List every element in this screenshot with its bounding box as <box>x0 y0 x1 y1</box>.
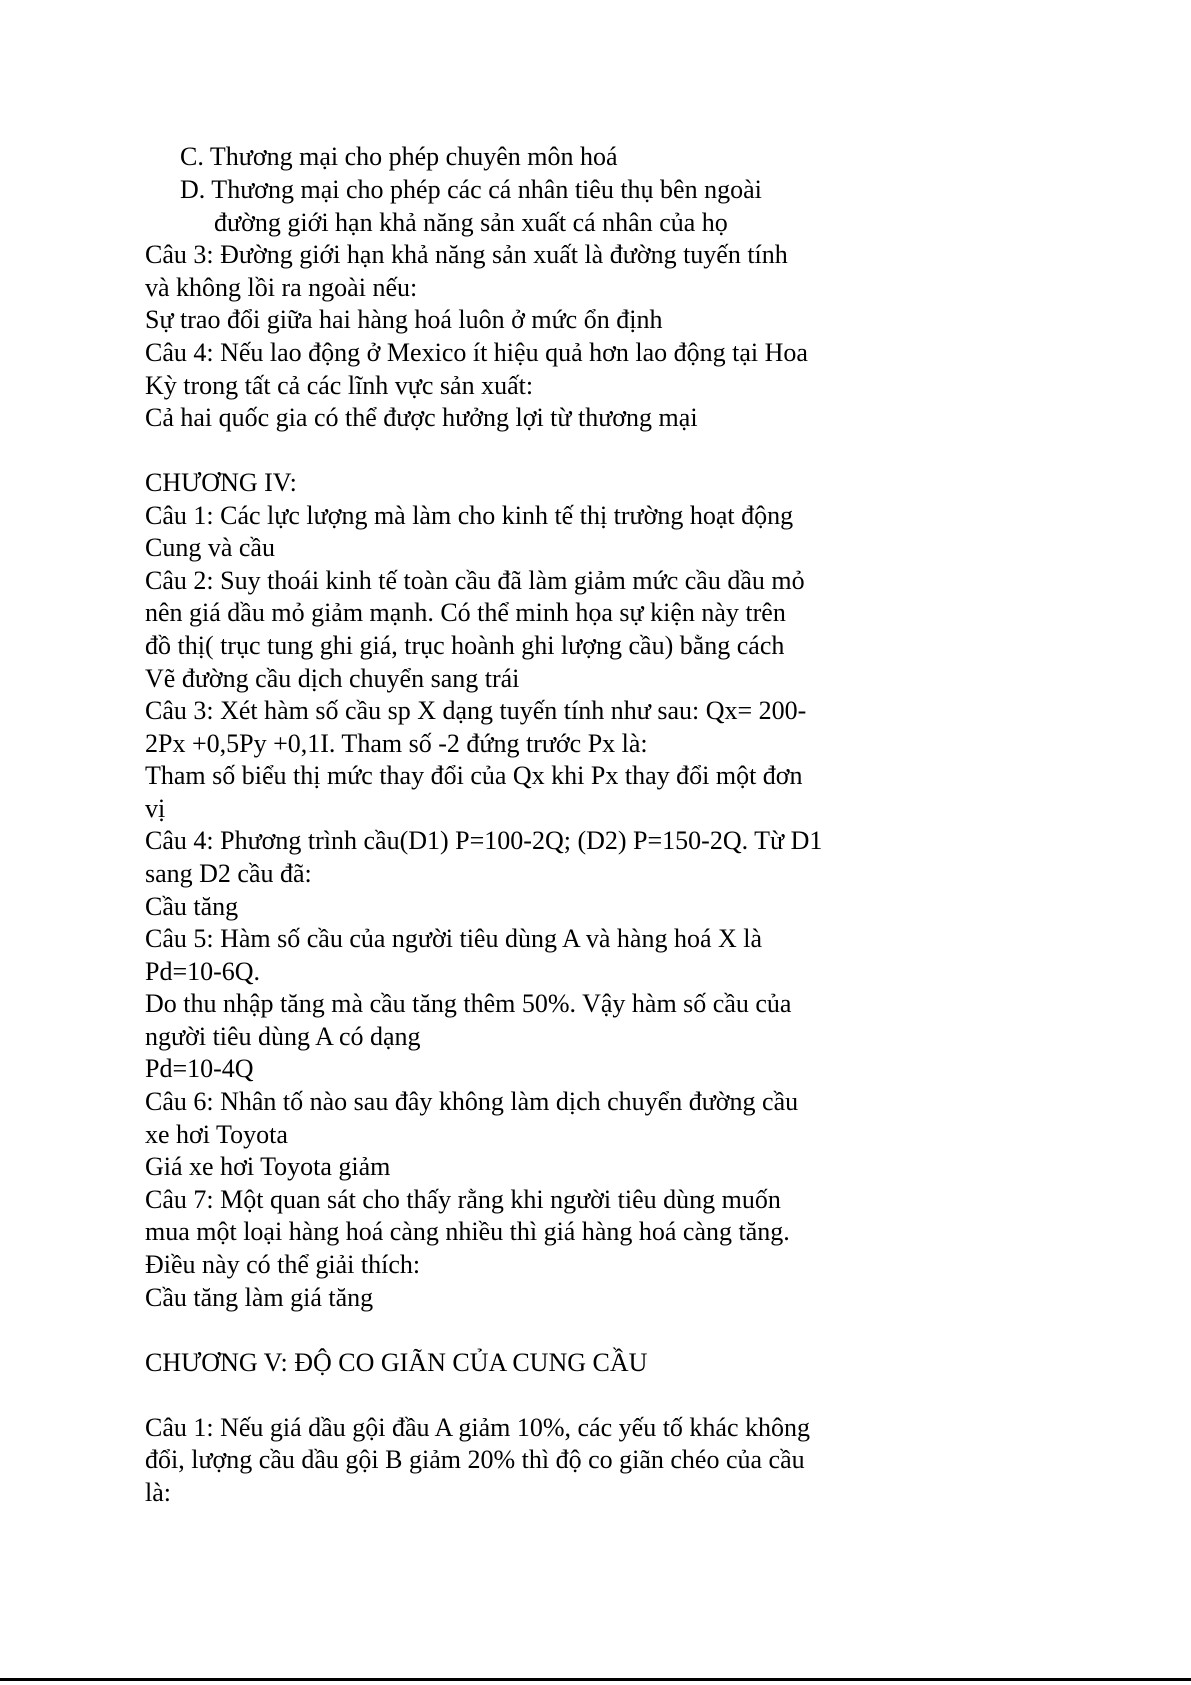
page-bottom-rule <box>0 1678 1191 1681</box>
text-line: Do thu nhập tăng mà cầu tăng thêm 50%. Vậy hàm số cầu của <box>145 989 792 1018</box>
text-line: Cung và cầu <box>145 533 275 562</box>
text-line: đồ thị( trục tung ghi giá, trục hoành ghi lượng cầu) bằng cách <box>145 631 785 660</box>
text-line: mua một loại hàng hoá càng nhiều thì giá hàng hoá càng tăng. <box>145 1217 790 1246</box>
text-line: Câu 1: Các lực lượng mà làm cho kinh tế thị trường hoạt động <box>145 501 794 530</box>
text-line: Kỳ trong tất cả các lĩnh vực sản xuất: <box>145 371 534 400</box>
text-line: Sự trao đổi giữa hai hàng hoá luôn ở mức ổn định <box>145 305 663 334</box>
text-line: Cầu tăng làm giá tăng <box>145 1283 374 1312</box>
text-line: và không lồi ra ngoài nếu: <box>145 273 418 302</box>
chapter-heading: CHƯƠNG IV: <box>145 468 297 497</box>
text-line: Câu 1: Nếu giá dầu gội đầu A giảm 10%, các yếu tố khác không <box>145 1413 811 1442</box>
text-line: nên giá dầu mỏ giảm mạnh. Có thể minh họa sự kiện này trên <box>145 598 786 627</box>
chapter-heading: CHƯƠNG V: ĐỘ CO GIÃN CỦA CUNG CẦU <box>145 1348 648 1377</box>
text-line: đường giới hạn khả năng sản xuất cá nhân của họ <box>214 208 728 237</box>
text-line: là: <box>145 1478 171 1507</box>
text-line: Giá xe hơi Toyota giảm <box>145 1152 391 1181</box>
text-line: Câu 3: Đường giới hạn khả năng sản xuất là đường tuyến tính <box>145 240 788 269</box>
text-line: Vẽ đường cầu dịch chuyển sang trái <box>145 664 520 693</box>
text-line: Cả hai quốc gia có thể được hưởng lợi từ thương mại <box>145 403 698 432</box>
text-line: C. Thương mại cho phép chuyên môn hoá <box>180 142 618 171</box>
text-line: Câu 2: Suy thoái kinh tế toàn cầu đã làm giảm mức cầu dầu mỏ <box>145 566 805 595</box>
text-line: Câu 4: Nếu lao động ở Mexico ít hiệu quả hơn lao động tại Hoa <box>145 338 808 367</box>
text-line: D. Thương mại cho phép các cá nhân tiêu thụ bên ngoài <box>180 175 762 204</box>
text-line: Câu 5: Hàm số cầu của người tiêu dùng A và hàng hoá X là <box>145 924 763 953</box>
text-line: người tiêu dùng A có dạng <box>145 1022 421 1051</box>
text-line: sang D2 cầu đã: <box>145 859 312 888</box>
text-line: Pd=10-6Q. <box>145 957 261 986</box>
text-line: đổi, lượng cầu dầu gội B giảm 20% thì độ co giãn chéo của cầu <box>145 1445 805 1474</box>
text-line: xe hơi Toyota <box>145 1120 288 1149</box>
text-line: 2Px +0,5Py +0,1I. Tham số -2 đứng trước Px là: <box>145 729 648 758</box>
text-line: Câu 4: Phương trình cầu(D1) P=100-2Q; (D2) P=150-2Q. Từ D1 <box>145 826 823 855</box>
text-line: Câu 7: Một quan sát cho thấy rằng khi người tiêu dùng muốn <box>145 1185 781 1214</box>
text-line: Câu 3: Xét hàm số cầu sp X dạng tuyến tính như sau: Qx= 200- <box>145 696 807 725</box>
text-line: vị <box>145 794 166 823</box>
text-line: Câu 6: Nhân tố nào sau đây không làm dịch chuyển đường cầu <box>145 1087 799 1116</box>
text-line: Pd=10-4Q <box>145 1054 254 1083</box>
text-line: Điều này có thể giải thích: <box>145 1250 421 1279</box>
text-line: Cầu tăng <box>145 892 239 921</box>
text-line: Tham số biểu thị mức thay đổi của Qx khi Px thay đổi một đơn <box>145 761 803 790</box>
